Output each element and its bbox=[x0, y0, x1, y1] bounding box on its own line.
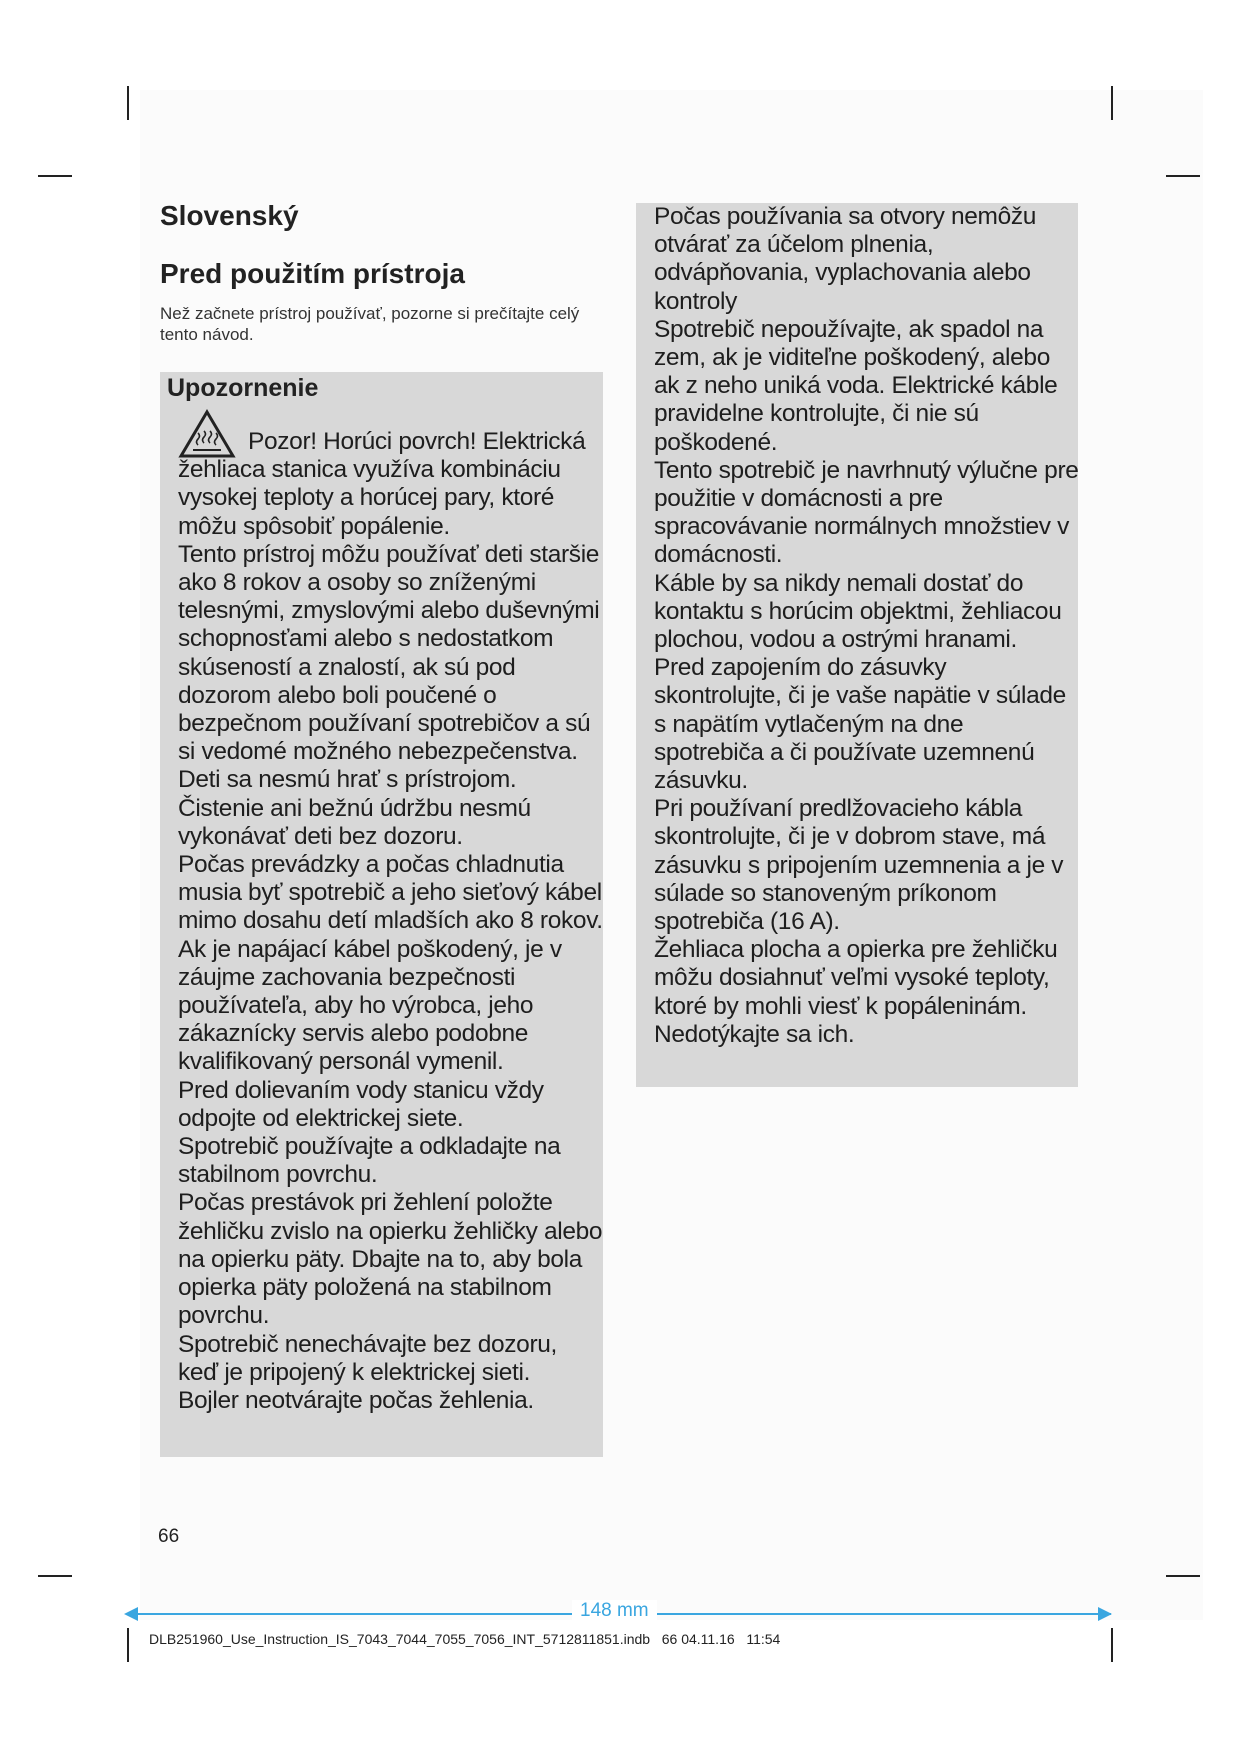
footer-time: 11:54 bbox=[746, 1631, 781, 1647]
warning-paragraph: Spotrebič používajte a odkladajte na stabilnom povrchu. bbox=[178, 1133, 561, 1189]
warning-paragraph: Ak je napájací kábel poškodený, je v záujme zachovania bezpečnosti používateľa, aby ho výrobca, jeho zákaznícky servis alebo podobne kvalifikovaný personál vymenil. bbox=[178, 935, 562, 1076]
warning-paragraph: Spotrebič nenechávajte bez dozoru, keď je pripojený k elektrickej sieti. bbox=[178, 1330, 557, 1386]
section-title: Pred použitím prístroja bbox=[160, 258, 465, 289]
print-footer bbox=[149, 1631, 780, 1647]
footer-page: 66 bbox=[661, 1631, 678, 1647]
warning-paragraph: Pozor! Horúci povrch! Elektrická žehliaca stanica využíva kombináciu vysokej teploty a horúcej pary, ktoré môžu spôsobiť popálenie. bbox=[178, 428, 586, 540]
intro-text: Než začnete prístroj používať, pozorne si prečítajte celý tento návod. bbox=[160, 304, 580, 344]
warning-paragraph: Počas používania sa otvory nemôžu otvárať za účelom plnenia, odvápňovania, vyplachovania alebo kontroly bbox=[654, 203, 1037, 315]
language-heading: Slovenský bbox=[160, 200, 299, 231]
page-number: 66 bbox=[158, 1526, 180, 1547]
warning-box bbox=[160, 372, 603, 1457]
warning-paragraph: Spotrebič nepoužívajte, ak spadol na zem, ak je viditeľne poškodený, alebo ak z neho uniká voda. Elektrické káble pravidelne kontrolujte, či nie sú poškodené. bbox=[654, 315, 1058, 456]
warning-paragraph: Počas prevádzky a počas chladnutia musia byť spotrebič a jeho sieťový kábel mimo dosahu detí mladších ako 8 rokov. bbox=[178, 851, 603, 935]
warning-paragraph: Pred dolievaním vody stanicu vždy odpojte od elektrickej siete. bbox=[178, 1076, 544, 1132]
crop-mark-bottom-left-v bbox=[127, 1628, 129, 1662]
warning-box-continued bbox=[636, 203, 1078, 1087]
warning-text bbox=[178, 428, 603, 1415]
warning-paragraph: Káble by sa nikdy nemali dostať do kontaktu s horúcim objektmi, žehliacou plochou, vodou a ostrými hranami. bbox=[654, 569, 1062, 654]
footer-date: 04.11.16 bbox=[681, 1631, 735, 1647]
arrow-left-icon bbox=[124, 1607, 138, 1621]
warning-paragraph: Deti sa nesmú hrať s prístrojom. bbox=[178, 766, 517, 794]
dimension-label: 148 mm bbox=[572, 1600, 657, 1622]
warning-paragraph: Tento spotrebič je navrhnutý výlučne pre použitie v domácnosti a pre spracovávanie normálnych množstiev v domácnosti. bbox=[654, 456, 1079, 569]
warning-paragraph: Žehliaca plocha a opierka pre žehličku môžu dosiahnuť veľmi vysoké teploty, ktoré by mohli viesť k popáleninám. Nedotýkajte sa ich. bbox=[654, 936, 1058, 1048]
arrow-right-icon bbox=[1098, 1607, 1112, 1621]
warning-paragraph: Pred zapojením do zásuvky skontrolujte, či je vaše napätie v súlade s napätím vytlačeným na dne spotrebiča a či používate uzemnenú zásuvku. bbox=[654, 654, 1066, 795]
crop-mark-bottom-right-v bbox=[1111, 1628, 1113, 1662]
crop-mark-top-left-h bbox=[38, 175, 72, 177]
warning-paragraph: Tento prístroj môžu používať deti staršie ako 8 rokov a osoby so zníženými telesnými, zmyslovými alebo duševnými schopnosťami alebo s nedostatkom skúseností a znalostí, ak sú pod dozorom alebo boli poučené o bezpečnom používaní spotrebičov a sú si vedomé možného nebezpečenstva. bbox=[178, 540, 600, 766]
footer-file: DLB251960_Use_Instruction_IS_7043_7044_7055_7056_INT_5712811851.indb bbox=[149, 1631, 651, 1647]
warning-text-continued bbox=[654, 203, 1079, 1049]
crop-mark-top-right-v bbox=[1111, 86, 1113, 120]
crop-mark-bottom-left-h bbox=[38, 1575, 72, 1577]
crop-mark-top-left-v bbox=[127, 86, 129, 120]
warning-paragraph: Čistenie ani bežnú údržbu nesmú vykonávať deti bez dozoru. bbox=[178, 794, 531, 850]
warning-paragraph: Bojler neotvárajte počas žehlenia. bbox=[178, 1386, 534, 1414]
warning-paragraph: Pri používaní predlžovacieho kábla skontrolujte, či je v dobrom stave, má zásuvku s pripojením uzemnenia a je v súlade so stanoveným príkonom spotrebiča (16 A). bbox=[654, 795, 1064, 936]
crop-mark-top-right-h bbox=[1166, 175, 1200, 177]
warning-paragraph: Počas prestávok pri žehlení položte žehličku zvislo na opierku žehličky alebo na opierku päty. Dbajte na to, aby bola opierka päty položená na stabilnom povrchu. bbox=[178, 1189, 603, 1330]
warning-heading: Upozornenie bbox=[167, 374, 319, 402]
crop-mark-bottom-right-h bbox=[1166, 1575, 1200, 1577]
